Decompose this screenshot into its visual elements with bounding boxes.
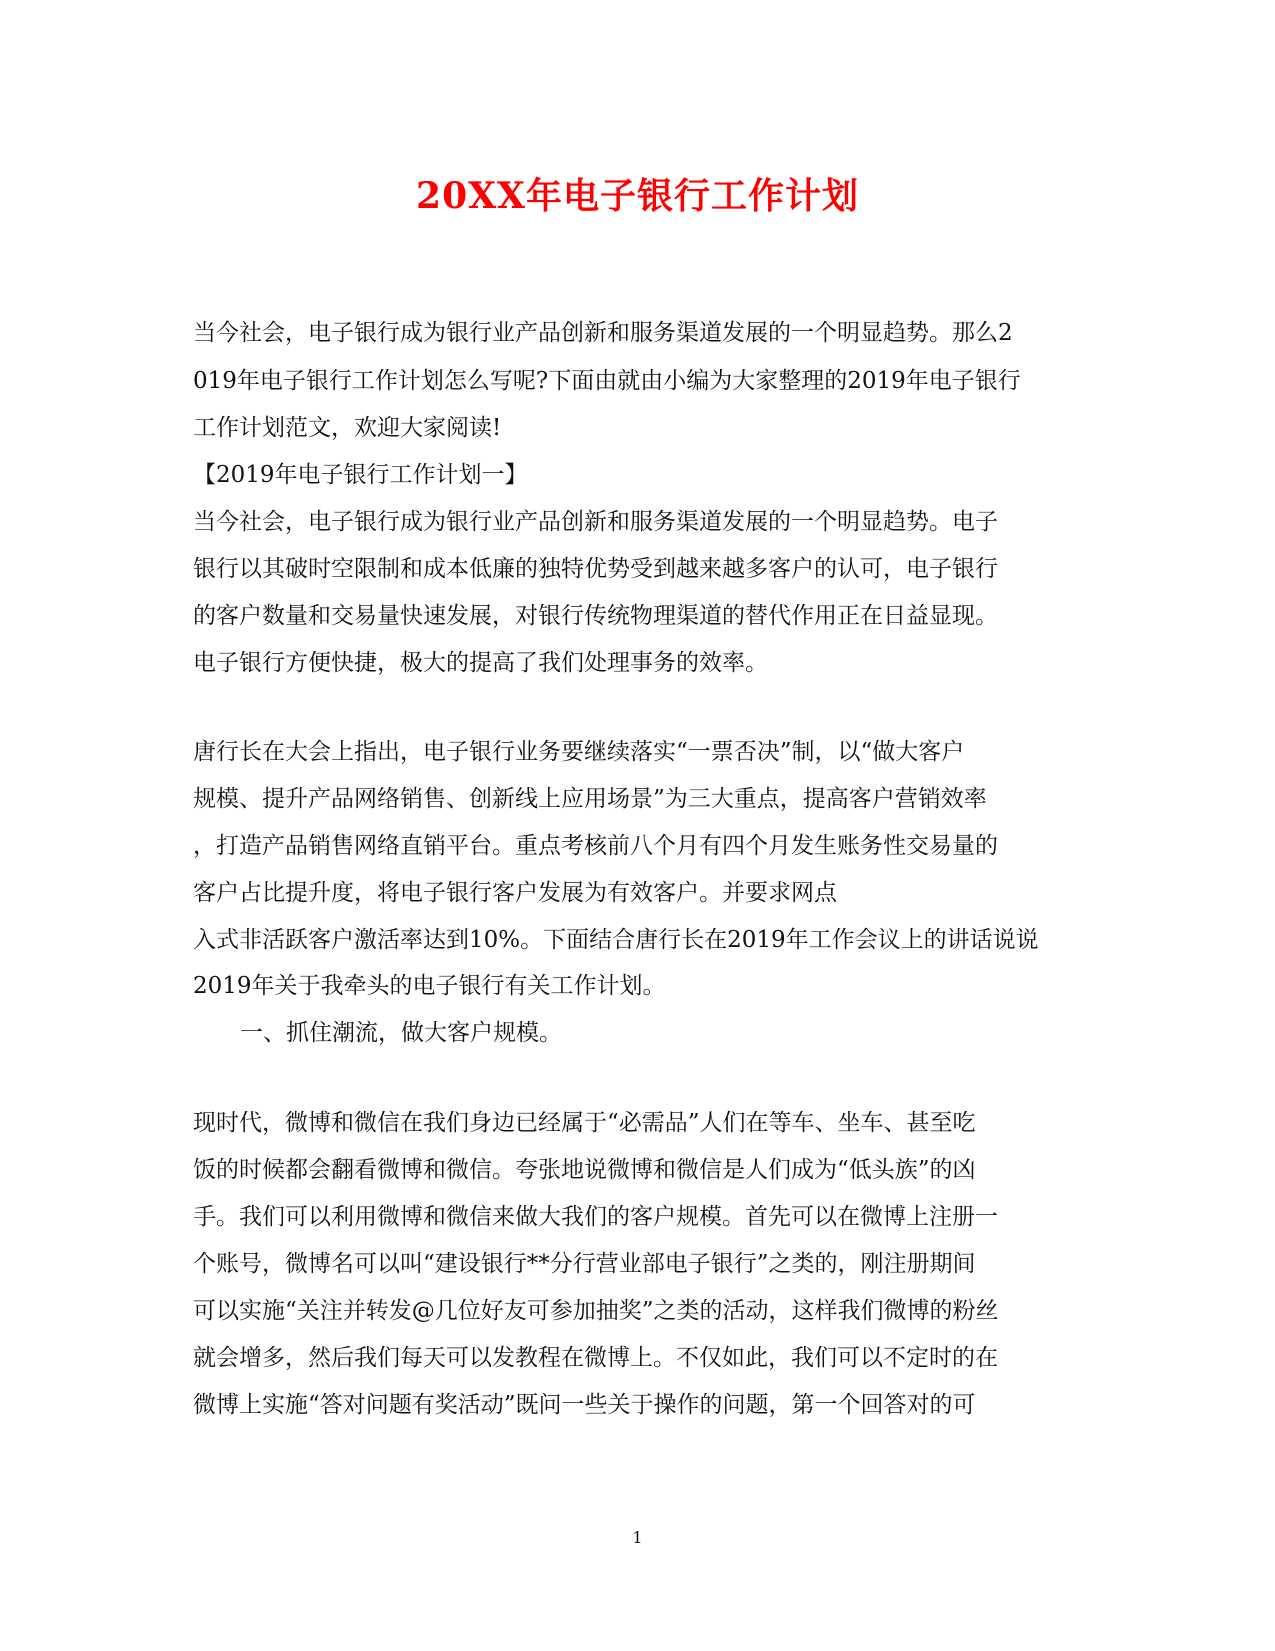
body-line: 就会增多，然后我们每天可以发教程在微博上。不仅如此，我们可以不定时的在: [193, 1345, 998, 1371]
body-line: 客户占比提升度，将电子银行客户发展为有效客户。并要求网点: [193, 880, 837, 906]
body-line: 银行以其破时空限制和成本低廉的独特优势受到越来越多客户的认可，电子银行: [193, 556, 998, 582]
body-line: 入式非活跃客户激活率达到10%。下面结合唐行长在2019年工作会议上的讲话说说: [193, 927, 1039, 953]
section-heading: 一、抓住潮流，做大客户规模。: [240, 1020, 562, 1046]
body-line: 饭的时候都会翻看微博和微信。夸张地说微博和微信是人们成为“低头族”的凶: [193, 1157, 976, 1183]
body-line: 当今社会，电子银行成为银行业产品创新和服务渠道发展的一个明显趋势。那么2: [193, 320, 1013, 346]
body-line: 可以实施“关注并转发@几位好友可参加抽奖”之类的活动，这样我们微博的粉丝: [193, 1298, 999, 1324]
body-line: 规模、提升产品网络销售、创新线上应用场景”为三大重点，提高客户营销效率: [193, 786, 987, 812]
body-line: 工作计划范文，欢迎大家阅读!: [193, 415, 502, 441]
body-line: 019年电子银行工作计划怎么写呢?下面由就由小编为大家整理的2019年电子银行: [193, 368, 1021, 394]
body-line: 唐行长在大会上指出，电子银行业务要继续落实“一票否决”制，以“做大客户: [193, 739, 965, 765]
page-number: 1: [632, 1528, 643, 1547]
body-line: 现时代，微博和微信在我们身边已经属于“必需品”人们在等车、坐车、甚至吃: [193, 1110, 976, 1136]
body-line: 当今社会，电子银行成为银行业产品创新和服务渠道发展的一个明显趋势。电子: [193, 509, 998, 535]
body-line: 电子银行方便快捷，极大的提高了我们处理事务的效率。: [193, 650, 768, 676]
body-line: 微博上实施“答对问题有奖活动”既问一些关于操作的问题，第一个回答对的可: [193, 1392, 976, 1418]
body-line: 2019年关于我牵头的电子银行有关工作计划。: [193, 973, 666, 999]
body-line: 手。我们可以利用微博和微信来做大我们的客户规模。首先可以在微博上注册一: [193, 1204, 998, 1230]
body-line: 的客户数量和交易量快速发展，对银行传统物理渠道的替代作用正在日益显现。: [193, 603, 998, 629]
section-heading: 【2019年电子银行工作计划一】: [193, 462, 528, 488]
body-line: 个账号，微博名可以叫“建设银行**分行营业部电子银行”之类的，刚注册期间: [193, 1251, 976, 1277]
body-line: ，打造产品销售网络直销平台。重点考核前八个月有四个月发生账务性交易量的: [193, 833, 998, 859]
document-title: 20XX年电子银行工作计划: [416, 175, 859, 217]
